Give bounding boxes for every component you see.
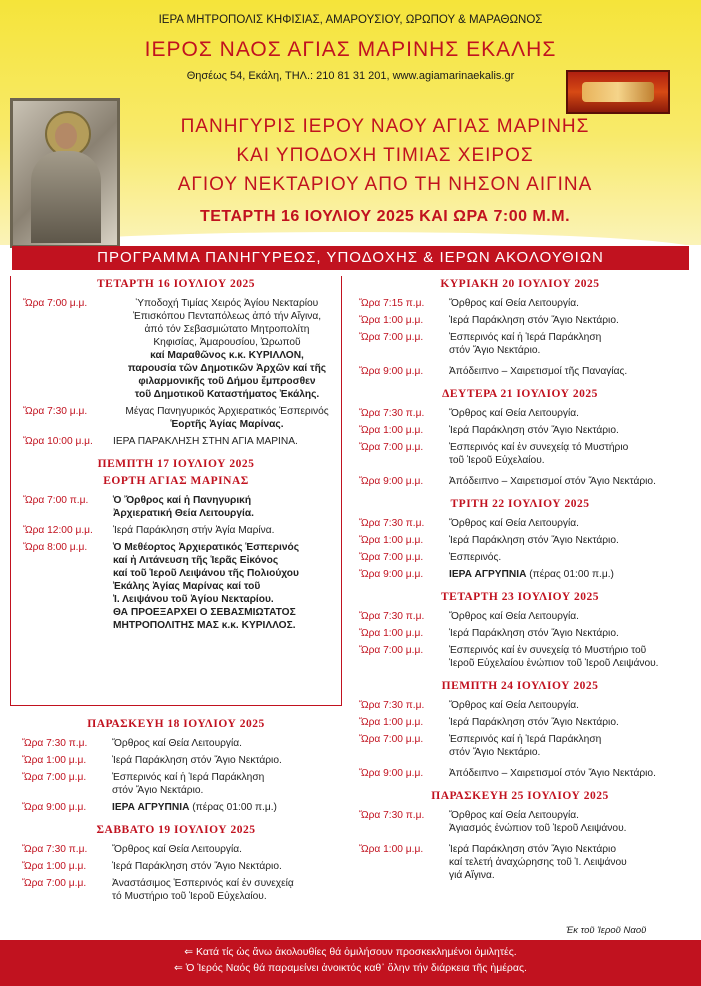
footer	[0, 940, 701, 986]
event-line: καί τελετή ἀναχώρησης τοῦ Ἱ. Λειψάνου	[449, 857, 627, 868]
right-column	[347, 276, 693, 886]
schedule-row	[10, 860, 342, 873]
schedule-row	[10, 877, 342, 903]
event-vigil: ΙΕΡΑ ΑΓΡΥΠΝΙΑ	[449, 569, 527, 580]
event: ΙΕΡΑ ΠΑΡΑΚΛΗΣΗ ΣΤΗΝ ΑΓΙΑ ΜΑΡΙΝΑ.	[113, 436, 298, 447]
left-column	[10, 276, 342, 907]
event-line: Ὁ Μεθέορτος Ἀρχιερατικός Ἑσπερινός	[113, 542, 300, 553]
event-line: Κηφισίας, Ἀμαρουσίου, Ὠρωποῦ	[153, 337, 301, 348]
event	[113, 297, 341, 401]
time: Ὥρα 7:30 π.μ.	[359, 700, 425, 711]
day-heading: ΤΡΙΤΗ 22 ΙΟΥΛΙΟΥ 2025	[450, 498, 590, 510]
event-line: Ἱ. Λειψάνου τοῦ Ἁγίου Νεκταρίου.	[113, 594, 274, 605]
event-line: Ἑσπερινός καί ἡ Ἱερά Παράκληση	[449, 332, 602, 343]
event: Ὄρθρος καί Θεία Λειτουργία.	[112, 844, 243, 855]
schedule-row	[347, 627, 693, 640]
event: Ἱερά Παράκληση στόν Ἅγιο Νεκτάριο.	[112, 755, 282, 766]
schedule-row	[347, 809, 693, 835]
church-name: ΙΕΡΟΣ ΝΑΟΣ ΑΓΙΑΣ ΜΑΡΙΝΗΣ ΕΚΑΛΗΣ	[144, 38, 557, 61]
day-heading: ΚΥΡΙΑΚΗ 20 ΙΟΥΛΙΟΥ 2025	[440, 278, 600, 290]
schedule-row	[347, 297, 693, 310]
event: Ὄρθρος καί Θεία Λειτουργία.	[449, 298, 580, 309]
event: Ἱερά Παράκληση στόν Ἅγιο Νεκτάριο.	[112, 861, 282, 872]
event: Ἀπόδειπνο – Χαιρετισμοί στόν Ἅγιο Νεκτάριο.	[449, 476, 656, 487]
schedule-row	[347, 767, 693, 780]
event: Ὄρθρος καί Θεία Λειτουργία.	[449, 408, 580, 419]
church-address: Θησέως 54, Εκάλη, ΤΗΛ.: 210 81 31 201, www.agiamarinaekalis.gr	[186, 70, 515, 82]
event-line: Ἀναστάσιμος Ἑσπερινός καί ἐν συνεχείᾳ	[112, 878, 294, 889]
event-line: Μέγας Πανηγυρικός Ἀρχιερατικός Ἑσπερινός	[125, 406, 329, 417]
event	[113, 494, 341, 520]
event-end-time: (πέρας 01:00 π.μ.)	[189, 802, 277, 813]
event-line: Ὁ Ὄρθρος καί ἡ Πανηγυρική	[113, 495, 252, 506]
title-line-3: ΑΓΙΟΥ ΝΕΚΤΑΡΙΟΥ ΑΠΟ ΤΗ ΝΗΣΟΝ ΑΙΓΙΝΑ	[177, 174, 593, 195]
event: Ὄρθρος καί Θεία Λειτουργία.	[449, 518, 580, 529]
time: Ὥρα 10:00 μ.μ.	[23, 436, 93, 447]
day-heading: ΠΑΡΑΣΚΕΥΗ 25 ΙΟΥΛΙΟΥ 2025	[431, 790, 609, 802]
time: Ὥρα 9:00 μ.μ.	[359, 768, 424, 779]
schedule-row	[347, 424, 693, 437]
event	[449, 733, 693, 759]
schedule-row	[10, 843, 342, 856]
time: Ὥρα 7:00 μ.μ.	[359, 645, 424, 656]
day-heading: ΠΑΡΑΣΚΕΥΗ 18 ΙΟΥΛΙΟΥ 2025	[87, 718, 265, 730]
schedule-row	[10, 737, 342, 750]
reliquary-relic	[582, 82, 654, 102]
event-line: καί τοῦ Ἱεροῦ Λειψάνου τῆς Πολιούχου	[113, 568, 299, 579]
event-line: τό Μυστήριο τοῦ Ἱεροῦ Εὐχελαίου.	[112, 891, 267, 902]
day-heading: ΤΕΤΑΡΤΗ 16 ΙΟΥΛΙΟΥ 2025	[96, 278, 256, 290]
event-line: στόν Ἅγιο Νεκτάριο.	[449, 345, 541, 356]
time: Ὥρα 1:00 μ.μ.	[359, 535, 424, 546]
event-line: τοῦ Ἱεροῦ Εὐχελαίου.	[449, 455, 545, 466]
schedule-row	[347, 699, 693, 712]
time: Ὥρα 1:00 μ.μ.	[22, 755, 87, 766]
time: Ὥρα 1:00 μ.μ.	[22, 861, 87, 872]
schedule-row	[347, 843, 693, 882]
time: Ὥρα 7:00 μ.μ.	[22, 878, 87, 889]
event-line: ΘΑ ΠΡΟΕΞΑΡΧΕΙ Ο ΣΕΒΑΣΜΙΩΤΑΤΟΣ	[113, 607, 296, 618]
time: Ὥρα 1:00 μ.μ.	[359, 315, 424, 326]
event-line: γιά Αἴγινα.	[449, 870, 495, 881]
event-line: Ἑσπερινός καί ἡ Ἱερά Παράκληση	[112, 772, 265, 783]
event: Ἀπόδειπνο – Χαιρετισμοί τῆς Παναγίας.	[449, 366, 628, 377]
schedule-row	[347, 314, 693, 327]
time: Ὥρα 7:00 μ.μ.	[359, 442, 424, 453]
schedule-row	[11, 405, 341, 431]
schedule-row	[347, 441, 693, 467]
time: Ὥρα 7:30 μ.μ.	[23, 406, 88, 417]
event-line: Ἁγιασμός ἐνώπιον τοῦ Ἱεροῦ Λειψάνου.	[449, 823, 627, 834]
event: Ἱερά Παράκληση στόν Ἅγιο Νεκτάριο.	[449, 425, 619, 436]
event	[449, 331, 693, 357]
time: Ὥρα 7:30 π.μ.	[22, 844, 88, 855]
event-line: στόν Ἅγιο Νεκτάριο.	[449, 747, 541, 758]
event: Ὄρθρος καί Θεία Λειτουργία.	[112, 738, 243, 749]
event	[449, 568, 693, 581]
day-heading: ΠΕΜΠΤΗ 24 ΙΟΥΛΙΟΥ 2025	[441, 680, 599, 692]
event-line: Ἱερά Παράκληση στόν Ἅγιο Νεκτάριο	[449, 844, 616, 855]
schedule-row	[347, 644, 693, 670]
time: Ὥρα 7:30 π.μ.	[22, 738, 88, 749]
schedule-row	[11, 524, 341, 537]
title-line-2: ΚΑΙ ΥΠΟΔΟΧΗ ΤΙΜΙΑΣ ΧΕΙΡΟΣ	[236, 145, 534, 166]
time: Ὥρα 7:00 μ.μ.	[23, 298, 88, 309]
event	[449, 644, 693, 670]
schedule-row	[11, 541, 341, 632]
metropolis-line: ΙΕΡΑ ΜΗΤΡΟΠΟΛΙΣ ΚΗΦΙΣΙΑΣ, ΑΜΑΡΟΥΣΙΟΥ, ΩΡΩΠΟΥ & ΜΑΡΑΘΩΝΟΣ	[158, 14, 543, 26]
schedule-row	[347, 517, 693, 530]
time: Ὥρα 7:00 μ.μ.	[359, 734, 424, 745]
event: Ἱερά Παράκληση στόν Ἅγιο Νεκτάριο.	[449, 315, 619, 326]
time: Ὥρα 7:30 π.μ.	[359, 408, 425, 419]
event-line: Ἑσπερινός καί ἡ Ἱερά Παράκληση	[449, 734, 602, 745]
schedule-row	[347, 551, 693, 564]
time: Ὥρα 7:00 μ.μ.	[359, 552, 424, 563]
time: Ὥρα 9:00 μ.μ.	[359, 569, 424, 580]
time: Ὥρα 1:00 μ.μ.	[359, 425, 424, 436]
event: Ἀπόδειπνο – Χαιρετισμοί στόν Ἅγιο Νεκτάριο.	[449, 768, 656, 779]
day-heading: ΣΑΒΒΑΤΟ 19 ΙΟΥΛΙΟΥ 2025	[96, 824, 256, 836]
time: Ὥρα 1:00 μ.μ.	[359, 844, 424, 855]
event-line: φιλαρμονικῆς τοῦ Δήμου ἔμπροσθεν	[138, 376, 316, 387]
event	[112, 877, 342, 903]
time: Ὥρα 7:30 π.μ.	[359, 611, 425, 622]
event-line: Ἐκάλης Ἁγίας Μαρίνας καί τοῦ	[113, 581, 261, 592]
schedule-row	[10, 754, 342, 767]
schedule-row	[347, 331, 693, 357]
event-line: Ἐπισκόπου Πενταπόλεως ἀπό τήν Αἴγινα,	[132, 311, 322, 322]
event-line: Ὄρθρος καί Θεία Λειτουργία.	[449, 810, 580, 821]
event: Ἱερά Παράκληση στόν Ἅγιο Νεκτάριο.	[449, 628, 619, 639]
event: Ἑσπερινός.	[449, 552, 502, 563]
schedule-row	[10, 771, 342, 797]
schedule-row	[347, 716, 693, 729]
schedule-row	[10, 801, 342, 814]
event-vigil: ΙΕΡΑ ΑΓΡΥΠΝΙΑ	[112, 802, 190, 813]
schedule-row	[11, 297, 341, 401]
event: Ἱερά Παράκληση στόν Ἅγιο Νεκτάριο.	[449, 717, 619, 728]
day-heading: ΠΕΜΠΤΗ 17 ΙΟΥΛΙΟΥ 2025	[97, 458, 255, 470]
event-line: τοῦ Δημοτικοῦ Καταστήματος Ἐκάλης.	[134, 389, 320, 400]
event	[113, 405, 341, 431]
time: Ὥρα 7:30 π.μ.	[359, 810, 425, 821]
signature: Ἐκ τοῦ Ἱεροῦ Ναοῦ	[566, 925, 647, 936]
schedule-row	[347, 534, 693, 547]
event-line: παρουσία τῶν Δημοτικῶν Ἀρχῶν καί τῆς	[127, 363, 327, 374]
time: Ὥρα 12:00 μ.μ.	[23, 525, 93, 536]
time: Ὥρα 9:00 μ.μ.	[359, 476, 424, 487]
event	[449, 441, 693, 467]
event-line: Ἑσπερινός καί ἐν συνεχείᾳ τό Μυστήριο	[449, 442, 629, 453]
schedule-row	[347, 568, 693, 581]
event-line: Ἀρχιερατική Θεία Λειτουργία.	[113, 508, 254, 519]
schedule-row	[11, 494, 341, 520]
schedule-row	[347, 475, 693, 488]
schedule-row	[347, 407, 693, 420]
event-line: ἀπό τόν Σεβασμιώτατο Μητροπολίτη	[144, 324, 310, 335]
schedule-row	[347, 610, 693, 623]
schedule-row	[347, 733, 693, 759]
footer-line-2: ⇐ Ὁ Ἱερός Ναός θά παραμείνει ἀνοικτός καθ᾽ ὅλην τήν διάρκεια τῆς ἡμέρας.	[174, 962, 527, 974]
event: Ὄρθρος καί Θεία Λειτουργία.	[449, 611, 580, 622]
event	[449, 843, 693, 882]
footer-line-1: ⇐ Κατά τίς ὡς ἄνω ἀκολουθίες θά ὁμιλήσουν προσκεκλημένοι ὁμιλητές.	[184, 946, 517, 958]
title-line-1: ΠΑΝΗΓΥΡΙΣ ΙΕΡΟΥ ΝΑΟΥ ΑΓΙΑΣ ΜΑΡΙΝΗΣ	[180, 116, 590, 137]
time: Ὥρα 9:00 μ.μ.	[359, 366, 424, 377]
event: Ἱερά Παράκληση στόν Ἅγιο Νεκτάριο.	[449, 535, 619, 546]
event-line: Ὑποδοχή Τιμίας Χειρός Ἁγίου Νεκταρίου	[135, 298, 319, 309]
event-line: Ἑορτῆς Ἁγίας Μαρίνας.	[170, 419, 284, 430]
time: Ὥρα 7:00 μ.μ.	[359, 332, 424, 343]
day-heading: ΤΕΤΑΡΤΗ 23 ΙΟΥΛΙΟΥ 2025	[440, 591, 600, 603]
time: Ὥρα 7:00 μ.μ.	[22, 772, 87, 783]
left-box	[10, 276, 342, 706]
event	[113, 541, 341, 632]
feast-heading: ΕΟΡΤΗ ΑΓΙΑΣ ΜΑΡΙΝΑΣ	[103, 475, 249, 487]
time: Ὥρα 8:00 μ.μ.	[23, 542, 88, 553]
event-line: ΜΗΤΡΟΠΟΛΙΤΗΣ ΜΑΣ κ.κ. ΚΥΡΙΛΛΟΣ.	[113, 620, 296, 631]
event	[449, 809, 693, 835]
event-line: Ἱεροῦ Εὐχελαίου ἐνώπιον τοῦ Ἱεροῦ Λειψάνου.	[449, 658, 659, 669]
program-banner: ΠΡΟΓΡΑΜΜΑ ΠΑΝΗΓΥΡΕΩΣ, ΥΠΟΔΟΧΗΣ & ΙΕΡΩΝ ΑΚΟΛΟΥΘΙΩΝ	[12, 246, 689, 270]
time: Ὥρα 9:00 μ.μ.	[22, 802, 87, 813]
event-end-time: (πέρας 01:00 π.μ.)	[526, 569, 614, 580]
time: Ὥρα 1:00 μ.μ.	[359, 717, 424, 728]
time: Ὥρα 1:00 μ.μ.	[359, 628, 424, 639]
event-line: Ἑσπερινός καί ἐν συνεχείᾳ τό Μυστήριο τοῦ	[449, 645, 647, 656]
event-line: καί Μαραθῶνος κ.κ. ΚΥΡΙΛΛΟΝ,	[150, 350, 304, 361]
schedule-row	[11, 435, 341, 448]
day-heading: ΔΕΥΤΕΡΑ 21 ΙΟΥΛΙΟΥ 2025	[442, 388, 598, 400]
schedule-row	[347, 365, 693, 378]
time: Ὥρα 7:30 π.μ.	[359, 518, 425, 529]
title-date: ΤΕΤΑΡΤΗ 16 ΙΟΥΛΙΟΥ 2025 ΚΑΙ ΩΡΑ 7:00 Μ.Μ.	[199, 208, 571, 225]
event	[112, 771, 342, 797]
event: Ἱερά Παράκληση στήν Ἁγία Μαρίνα.	[113, 525, 275, 536]
time: Ὥρα 7:00 π.μ.	[23, 495, 89, 506]
event	[112, 801, 342, 814]
event-line: στόν Ἅγιο Νεκτάριο.	[112, 785, 204, 796]
event-line: καί ἡ Λιτάνευση τῆς Ἱερᾶς Εἰκόνος	[113, 555, 279, 566]
reliquary-image	[566, 70, 670, 114]
time: Ὥρα 7:15 π.μ.	[359, 298, 425, 309]
event: Ὄρθρος καί Θεία Λειτουργία.	[449, 700, 580, 711]
